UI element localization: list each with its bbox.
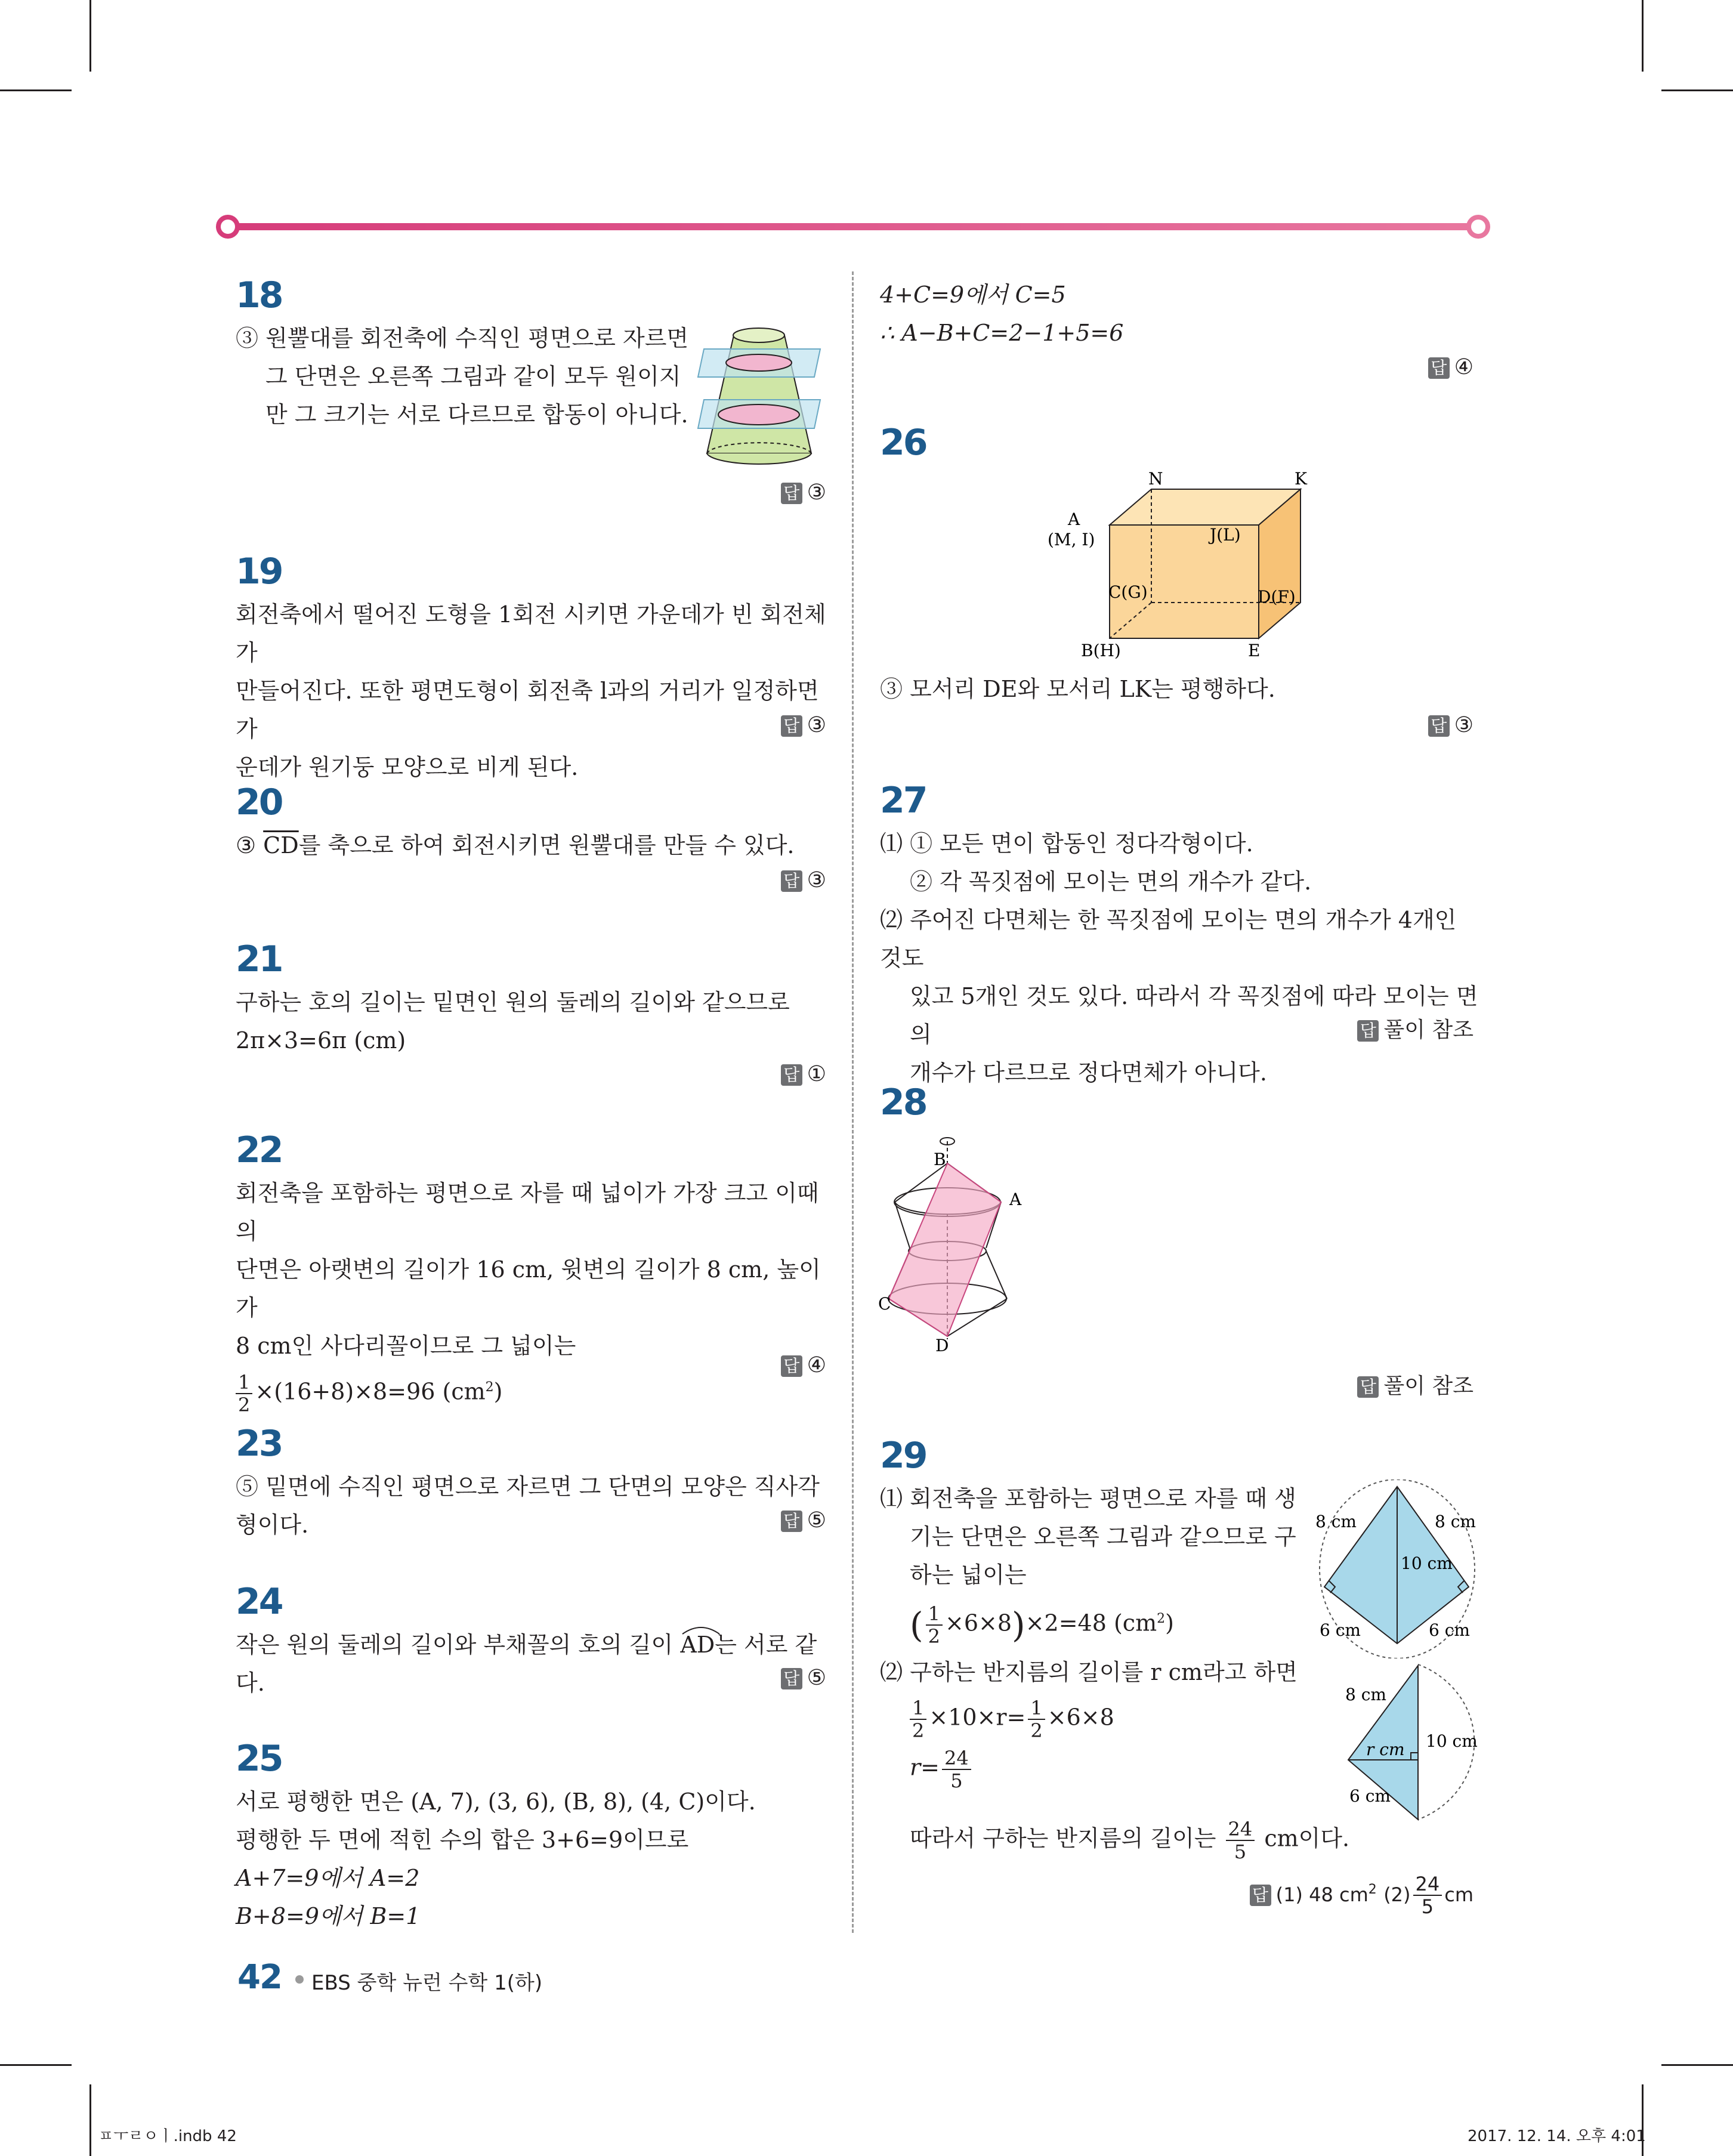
label-k: K <box>1295 471 1307 489</box>
answer-25: 답 ④ <box>1312 355 1473 379</box>
question-26 <box>880 422 1482 464</box>
question-number: 18 <box>236 274 282 316</box>
question-29 <box>880 1435 1298 1793</box>
label-6cm-right: 6 cm <box>1429 1620 1470 1640</box>
question-number: 23 <box>236 1423 282 1465</box>
answer-22: 답 ④ <box>656 1353 826 1377</box>
question-number: 29 <box>880 1435 926 1477</box>
label-d: D <box>935 1336 949 1355</box>
radius-result: r= $\frac{24}{5}$ <box>880 1747 1298 1791</box>
question-number: 26 <box>880 422 926 464</box>
question-number: 24 <box>236 1581 282 1623</box>
question-number: 19 <box>236 551 282 592</box>
question-number: 27 <box>880 780 926 821</box>
question-number: 25 <box>236 1738 282 1780</box>
file-slug: ㅍㅜㄹㅇㅣ.indb 42 <box>98 2127 237 2145</box>
answer-19: 답 ③ <box>656 713 826 737</box>
solution-line: 4+C=9에서 C=5 <box>880 282 1066 308</box>
solution-line: 단면은 아랫변의 길이가 16 cm, 윗변의 길이가 8 cm, 높이가 <box>236 1256 821 1321</box>
question-number: 22 <box>236 1129 282 1171</box>
question-21 <box>236 938 832 1060</box>
header-bar <box>215 212 1491 242</box>
column-divider <box>852 271 854 1933</box>
segment-cd: $\overline{CD}$ <box>263 832 299 858</box>
radius-equation: $\frac{1}{2}$ ×10×r= $\frac{1}{2}$ ×6×8 <box>880 1697 1298 1741</box>
solution-line: 평행한 두 면에 적힌 수의 합은 3+6=9이므로 <box>236 1827 689 1853</box>
crop-mark <box>0 2064 72 2066</box>
question-26-text <box>880 670 1482 708</box>
arc-ad: AD <box>680 1632 715 1658</box>
label-10cm: 10 cm <box>1426 1731 1478 1751</box>
crop-mark <box>89 2084 91 2156</box>
label-8cm-left: 8 cm <box>1315 1512 1357 1531</box>
label-a: A <box>1009 1190 1022 1209</box>
solution-line: B+8=9에서 B=1 <box>236 1903 421 1929</box>
print-timestamp: 2017. 12. 14. 오후 4:01 <box>1468 2127 1646 2145</box>
label-a: A <box>1068 509 1080 529</box>
label-jl: J(L) <box>1210 525 1241 545</box>
label-c: C <box>878 1294 891 1314</box>
question-number: 28 <box>880 1082 926 1123</box>
solution-line: 운데가 원기둥 모양으로 비게 된다. <box>236 754 579 780</box>
label-8cm: 8 cm <box>1345 1685 1386 1704</box>
answer-24: 답 ⑤ <box>656 1666 826 1690</box>
label-n: N <box>1148 471 1163 489</box>
solution-line: ③ $\overline{CD}$를 축으로 하여 회전시키면 원뿔대를 만들 수 있다. <box>236 832 795 858</box>
solution-line: ② 각 꼭짓점에 모이는 면의 개수가 같다. <box>910 869 1312 895</box>
answer-20: 답 ③ <box>656 868 826 892</box>
question-19 <box>236 551 832 786</box>
solution-line: ③ 원뿔대를 회전축에 수직인 평면으로 자르면 <box>236 325 689 351</box>
crop-mark <box>1642 0 1644 72</box>
question-28 <box>880 1082 1482 1123</box>
answer-28: 답 풀이 참조 <box>1253 1369 1473 1400</box>
page-number: 42 <box>237 1958 282 1997</box>
crop-mark <box>0 89 72 91</box>
question-25 <box>236 1738 838 1935</box>
question-25-continued <box>880 276 1482 352</box>
crop-mark <box>1661 2064 1733 2066</box>
solution-line: 서로 평행한 면은 (A, 7), (3, 6), (B, 8), (4, C)이다. <box>236 1789 756 1815</box>
label-b: B <box>934 1150 946 1169</box>
label-cg: C(G) <box>1108 582 1148 602</box>
solution-line: ⑤ 밑면에 수직인 평면으로 자르면 그 단면의 모양은 직사각형이다. <box>236 1474 820 1538</box>
solution-line: 만들어진다. 또한 평면도형이 회전축 l과의 거리가 일정하면 가 <box>236 678 819 742</box>
solution-line: 개수가 다르므로 정다면체가 아니다. <box>910 1060 1267 1086</box>
answer-27: 답 풀이 참조 <box>1253 1013 1473 1043</box>
label-df: D(F) <box>1258 587 1296 607</box>
label-6cm: 6 cm <box>1349 1786 1391 1806</box>
solution-line: 하는 넓이는 <box>910 1562 1027 1588</box>
label-e: E <box>1248 641 1261 660</box>
solution-line: 회전축에서 떨어진 도형을 1회전 시키면 가운데가 빈 회전체가 <box>236 601 826 666</box>
label-bh: B(H) <box>1081 641 1121 660</box>
solution-line: 회전축을 포함하는 평면으로 자를 때 넓이가 가장 크고 이때의 <box>236 1180 819 1244</box>
frustum-figure <box>692 322 829 477</box>
solution-line: 그 단면은 오른쪽 그림과 같이 모두 원이지 <box>265 363 681 390</box>
solution-line: 작은 원의 둘레의 길이와 부채꼴의 호의 길이 AD는 서로 같다. <box>236 1626 838 1702</box>
cube-net-figure <box>1026 471 1324 662</box>
solution-line: ⑴ ① 모든 면이 합동인 정다각형이다. <box>880 830 1253 857</box>
label-6cm-left: 6 cm <box>1320 1620 1361 1640</box>
label-r-cm: r cm <box>1366 1740 1405 1759</box>
answer-18: 답 ③ <box>656 480 826 505</box>
arc-symbol <box>680 1624 722 1635</box>
solution-line: 구하는 호의 길이는 밑면인 원의 둘레의 길이와 같으므로 <box>236 989 790 1015</box>
kite-section-figure <box>1300 1479 1491 1658</box>
solution-line: 기는 단면은 오른쪽 그림과 같으므로 구 <box>910 1524 1296 1550</box>
question-27 <box>880 780 1482 1092</box>
solution-line: ⑵ 주어진 다면체는 한 꼭짓점에 모이는 면의 개수가 4개인 것도 <box>880 907 1457 971</box>
label-8cm-right: 8 cm <box>1435 1512 1476 1531</box>
label-mi: (M, I) <box>1048 530 1095 549</box>
solution-line: 만 그 크기는 서로 다르므로 합동이 아니다. <box>265 401 688 428</box>
area-formula: $\frac{1}{2}$ ×(16+8)×8=96 $(cm^2)$ <box>236 1369 832 1416</box>
question-20 <box>236 784 832 864</box>
question-number: 20 <box>236 782 282 823</box>
book-title: EBS 중학 뉴런 수학 1(하) <box>311 1971 543 1995</box>
solution-line: 있고 5개인 것도 있다. 따라서 각 꼭짓점에 따라 모이는 면의 <box>910 983 1478 1048</box>
solution-line: A+7=9에서 A=2 <box>236 1865 420 1891</box>
solution-line: 따라서 구하는 반지름의 길이는 $\frac{24}{5}$ cm이다. <box>910 1818 1350 1863</box>
crop-mark <box>89 0 91 72</box>
double-cone-figure <box>877 1130 1044 1357</box>
answer-29: 답 (1) 48 $cm^2$ (2) $\frac{24}{5}$ cm <box>1205 1873 1473 1917</box>
answer-23: 답 ⑤ <box>656 1508 826 1533</box>
solution-line: 2π×3=6π (cm) <box>236 1027 406 1054</box>
bullet <box>295 1975 304 1984</box>
area-formula: ( $\frac{1}{2}$ ×6×8)×2=48 $(cm^2)$ <box>910 1602 1174 1648</box>
question-number: 21 <box>236 938 282 980</box>
answer-26: 답 ③ <box>1312 713 1473 737</box>
solution-line: ⑴ 회전축을 포함하는 평면으로 자를 때 생 <box>880 1485 1296 1512</box>
solution-line: ∴ A−B+C=2−1+5=6 <box>880 320 1124 346</box>
solution-line: ③ 모서리 DE와 모서리 LK는 평행하다. <box>880 676 1275 702</box>
label-10cm: 10 cm <box>1401 1553 1453 1573</box>
solution-line: 8 cm인 사다리꼴이므로 그 넓이는 <box>236 1333 576 1359</box>
answer-21: 답 ① <box>656 1062 826 1086</box>
solution-line: ⑵ 구하는 반지름의 길이를 r cm라고 하면 <box>880 1659 1298 1686</box>
crop-mark <box>1661 89 1733 91</box>
triangle-radius-figure <box>1336 1658 1491 1831</box>
